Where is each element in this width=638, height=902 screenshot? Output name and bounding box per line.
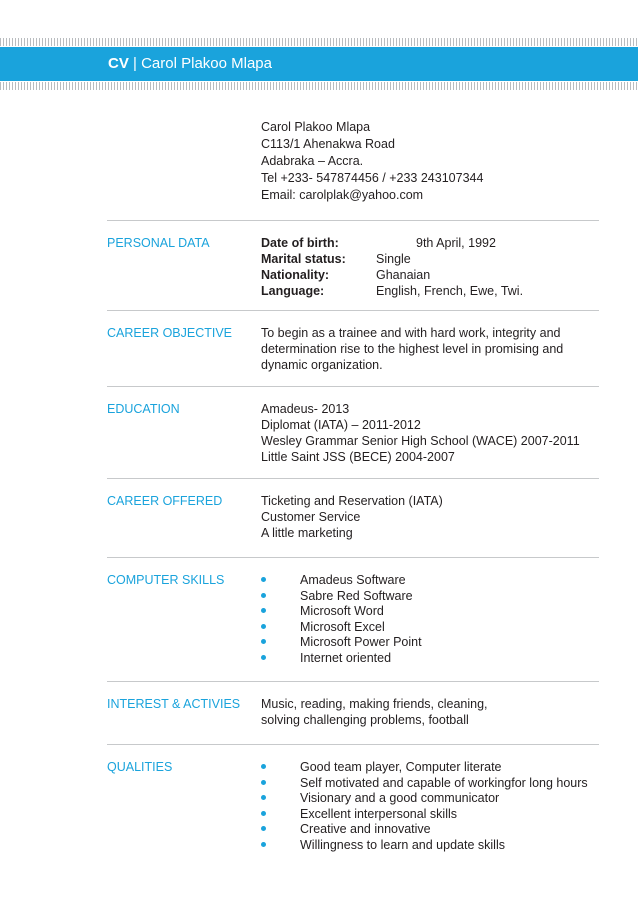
section-label: INTEREST & ACTIVIES	[107, 697, 241, 711]
list-item-text: Creative and innovative	[300, 822, 431, 836]
education-line: Little Saint JSS (BECE) 2004-2007	[261, 450, 455, 464]
list-item	[261, 588, 599, 604]
objective-line: dynamic organization.	[261, 358, 383, 372]
contact-name: Carol Plakoo Mlapa	[261, 120, 371, 134]
list-item	[261, 650, 599, 666]
section-label: EDUCATION	[107, 402, 180, 416]
title-name: Carol Plakoo Mlapa	[141, 55, 272, 72]
contact-street: C113/1 Ahenakwa Road	[261, 137, 395, 151]
personal-value: Ghanaian	[376, 268, 431, 282]
bullet-icon	[261, 624, 266, 629]
personal-row-marital	[261, 251, 599, 267]
section-career-objective	[107, 310, 599, 380]
qualities-list	[261, 759, 599, 852]
interests-line: solving challenging problems, football	[261, 713, 469, 727]
bullet-icon	[261, 811, 266, 816]
section-personal-data	[107, 220, 599, 300]
objective-text	[261, 325, 599, 373]
objective-line: To begin as a trainee and with hard work, integrity and	[261, 326, 561, 340]
title-separator: |	[133, 55, 137, 72]
personal-key: Date of birth:	[261, 236, 339, 250]
bullet-icon	[261, 842, 266, 847]
list-item-text: Microsoft Power Point	[300, 635, 422, 649]
header-banner	[0, 47, 638, 81]
interests-text	[261, 696, 599, 728]
list-item	[261, 837, 599, 853]
personal-value: Single	[376, 252, 411, 266]
personal-key: Language:	[261, 284, 325, 298]
bullet-icon	[261, 826, 266, 831]
section-divider	[107, 478, 599, 479]
personal-row-language	[261, 283, 599, 299]
section-label: PERSONAL DATA	[107, 236, 210, 250]
section-divider	[107, 220, 599, 221]
section-interests	[107, 681, 599, 736]
interests-line: Music, reading, making friends, cleaning,	[261, 697, 488, 711]
list-item	[261, 619, 599, 635]
page-title	[108, 55, 272, 73]
section-label: CAREER OBJECTIVE	[107, 326, 233, 340]
header-stripe-top	[0, 38, 638, 46]
section-divider	[107, 681, 599, 682]
education-list	[261, 401, 599, 465]
career-offered-line: A little marketing	[261, 526, 353, 540]
list-item-text: Sabre Red Software	[300, 588, 413, 603]
list-item	[261, 775, 599, 791]
contact-phone: Tel +233- 547874456 / +233 243107344	[261, 171, 484, 185]
list-item-text: Excellent interpersonal skills	[300, 806, 458, 821]
list-item-text: Visionary and a good communicator	[300, 791, 500, 805]
section-divider	[107, 310, 599, 311]
list-item-text: Amadeus Software	[300, 573, 406, 587]
personal-row-dob	[261, 235, 599, 251]
list-item	[261, 790, 599, 806]
personal-data-table	[261, 235, 599, 299]
list-item-text: Microsoft Word	[300, 604, 384, 618]
section-label: CAREER OFFERED	[107, 494, 223, 508]
career-offered-line: Ticketing and Reservation (IATA)	[261, 494, 443, 508]
list-item-text: Willingness to learn and update skills	[300, 837, 505, 852]
section-divider	[107, 744, 599, 745]
contact-email: Email: carolplak@yahoo.com	[261, 188, 424, 202]
list-item	[261, 603, 599, 619]
section-computer-skills	[107, 557, 599, 672]
bullet-icon	[261, 780, 266, 785]
section-career-offered	[107, 478, 599, 548]
list-item	[261, 806, 599, 822]
career-offered-line: Customer Service	[261, 510, 361, 524]
section-divider	[107, 557, 599, 558]
section-divider	[107, 386, 599, 387]
bullet-icon	[261, 795, 266, 800]
section-education	[107, 386, 599, 466]
bullet-icon	[261, 608, 266, 613]
personal-value: English, French, Ewe, Twi.	[376, 284, 524, 298]
list-item	[261, 759, 599, 775]
personal-value: 9th April, 1992	[416, 236, 496, 250]
list-item-text: Microsoft Excel	[300, 619, 385, 634]
list-item	[261, 634, 599, 650]
bullet-icon	[261, 764, 266, 769]
bullet-icon	[261, 593, 266, 598]
list-item	[261, 572, 599, 588]
section-qualities	[107, 744, 599, 859]
education-line: Wesley Grammar Senior High School (WACE) 2007-2011	[261, 434, 580, 448]
section-label: QUALITIES	[107, 760, 173, 774]
personal-key: Nationality:	[261, 268, 330, 282]
education-line: Amadeus- 2013	[261, 402, 350, 416]
contact-block	[261, 119, 483, 204]
list-item	[261, 821, 599, 837]
education-line: Diplomat (IATA) – 2011-2012	[261, 418, 421, 432]
computer-skills-list	[261, 572, 599, 665]
objective-line: determination rise to the highest level in promising and	[261, 342, 564, 356]
list-item-text: Internet oriented	[300, 650, 392, 665]
career-offered-list	[261, 493, 599, 541]
list-item-text: Self motivated and capable of workingfor long hours	[300, 775, 588, 790]
bullet-icon	[261, 655, 266, 660]
section-label: COMPUTER SKILLS	[107, 573, 225, 587]
header-stripe-bottom	[0, 82, 638, 90]
cv-prefix: CV	[108, 55, 129, 72]
bullet-icon	[261, 577, 266, 582]
personal-row-nationality	[261, 267, 599, 283]
list-item-text: Good team player, Computer literate	[300, 760, 502, 774]
bullet-icon	[261, 639, 266, 644]
personal-key: Marital status:	[261, 252, 346, 266]
contact-city: Adabraka – Accra.	[261, 154, 364, 168]
